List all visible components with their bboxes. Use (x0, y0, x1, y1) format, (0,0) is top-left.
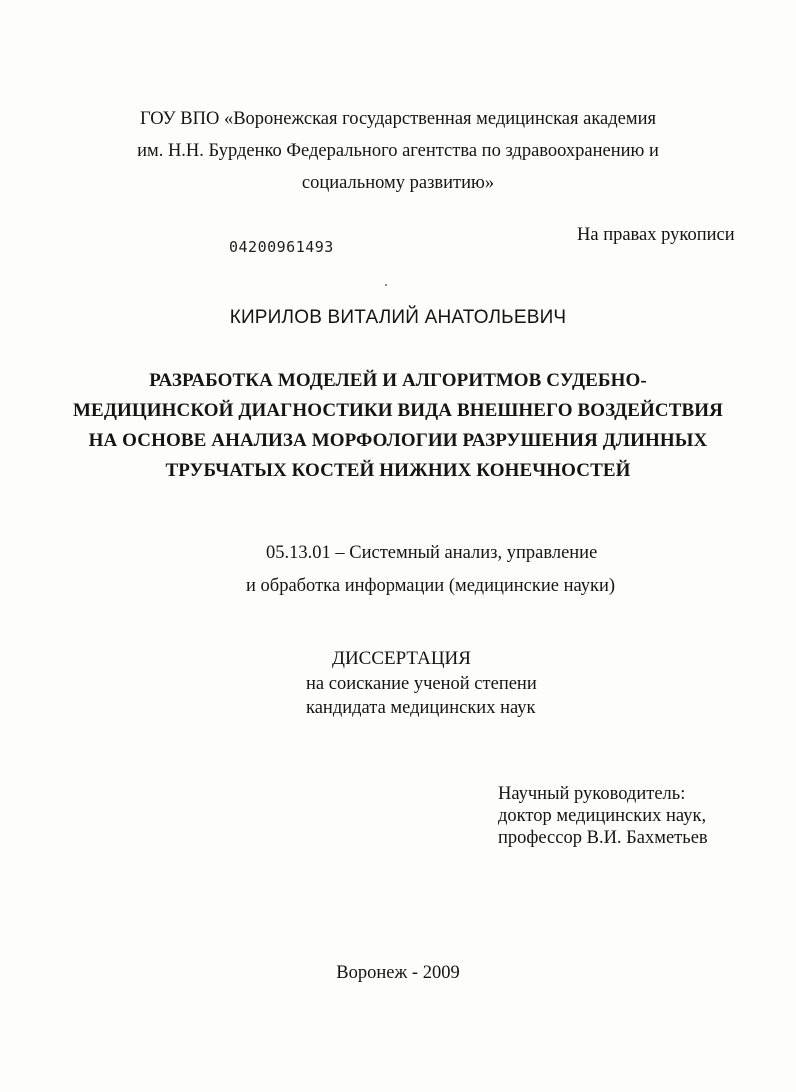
city-year: Воронеж - 2009 (336, 963, 460, 983)
supervisor-degree: доктор медицинских наук, (498, 806, 707, 826)
supervisor-name: профессор В.И. Бахметьев (498, 828, 708, 848)
author-name: КИРИЛОВ ВИТАЛИЙ АНАТОЛЬЕВИЧ (229, 307, 567, 328)
specialty-line-2: и обработка информации (медицинские науки) (246, 576, 616, 596)
degree-line-1: на соискание ученой степени (306, 674, 537, 694)
degree-line-2: кандидата медицинских наук (306, 698, 536, 718)
document-type: ДИССЕРТАЦИЯ (332, 648, 471, 669)
title-line-2: МЕДИЦИНСКОЙ ДИАГНОСТИКИ ВИДА ВНЕШНЕГО ВОЗДЕЙСТВИЯ (73, 400, 723, 421)
specialty-line-1: 05.13.01 – Системный анализ, управление (266, 543, 598, 563)
manuscript-note: На правах рукописи (577, 225, 735, 245)
organization-line-2: им. Н.Н. Бурденко Федерального агентства по здравоохранению и (137, 141, 659, 161)
organization-line-3: социальному развитию» (301, 173, 495, 193)
title-line-4: ТРУБЧАТЫХ КОСТЕЙ НИЖНИХ КОНЕЧНОСТЕЙ (165, 460, 631, 481)
title-line-1: РАЗРАБОТКА МОДЕЛЕЙ И АЛГОРИТМОВ СУДЕБНО- (149, 370, 647, 391)
supervisor-label: Научный руководитель: (498, 784, 686, 804)
stamp-number: 04200961493 (229, 238, 334, 256)
title-line-3: НА ОСНОВЕ АНАЛИЗА МОРФОЛОГИИ РАЗРУШЕНИЯ ДЛИННЫХ (88, 430, 708, 451)
scan-speck (385, 284, 387, 286)
organization-line-1: ГОУ ВПО «Воронежская государственная медицинская академия (140, 109, 656, 129)
